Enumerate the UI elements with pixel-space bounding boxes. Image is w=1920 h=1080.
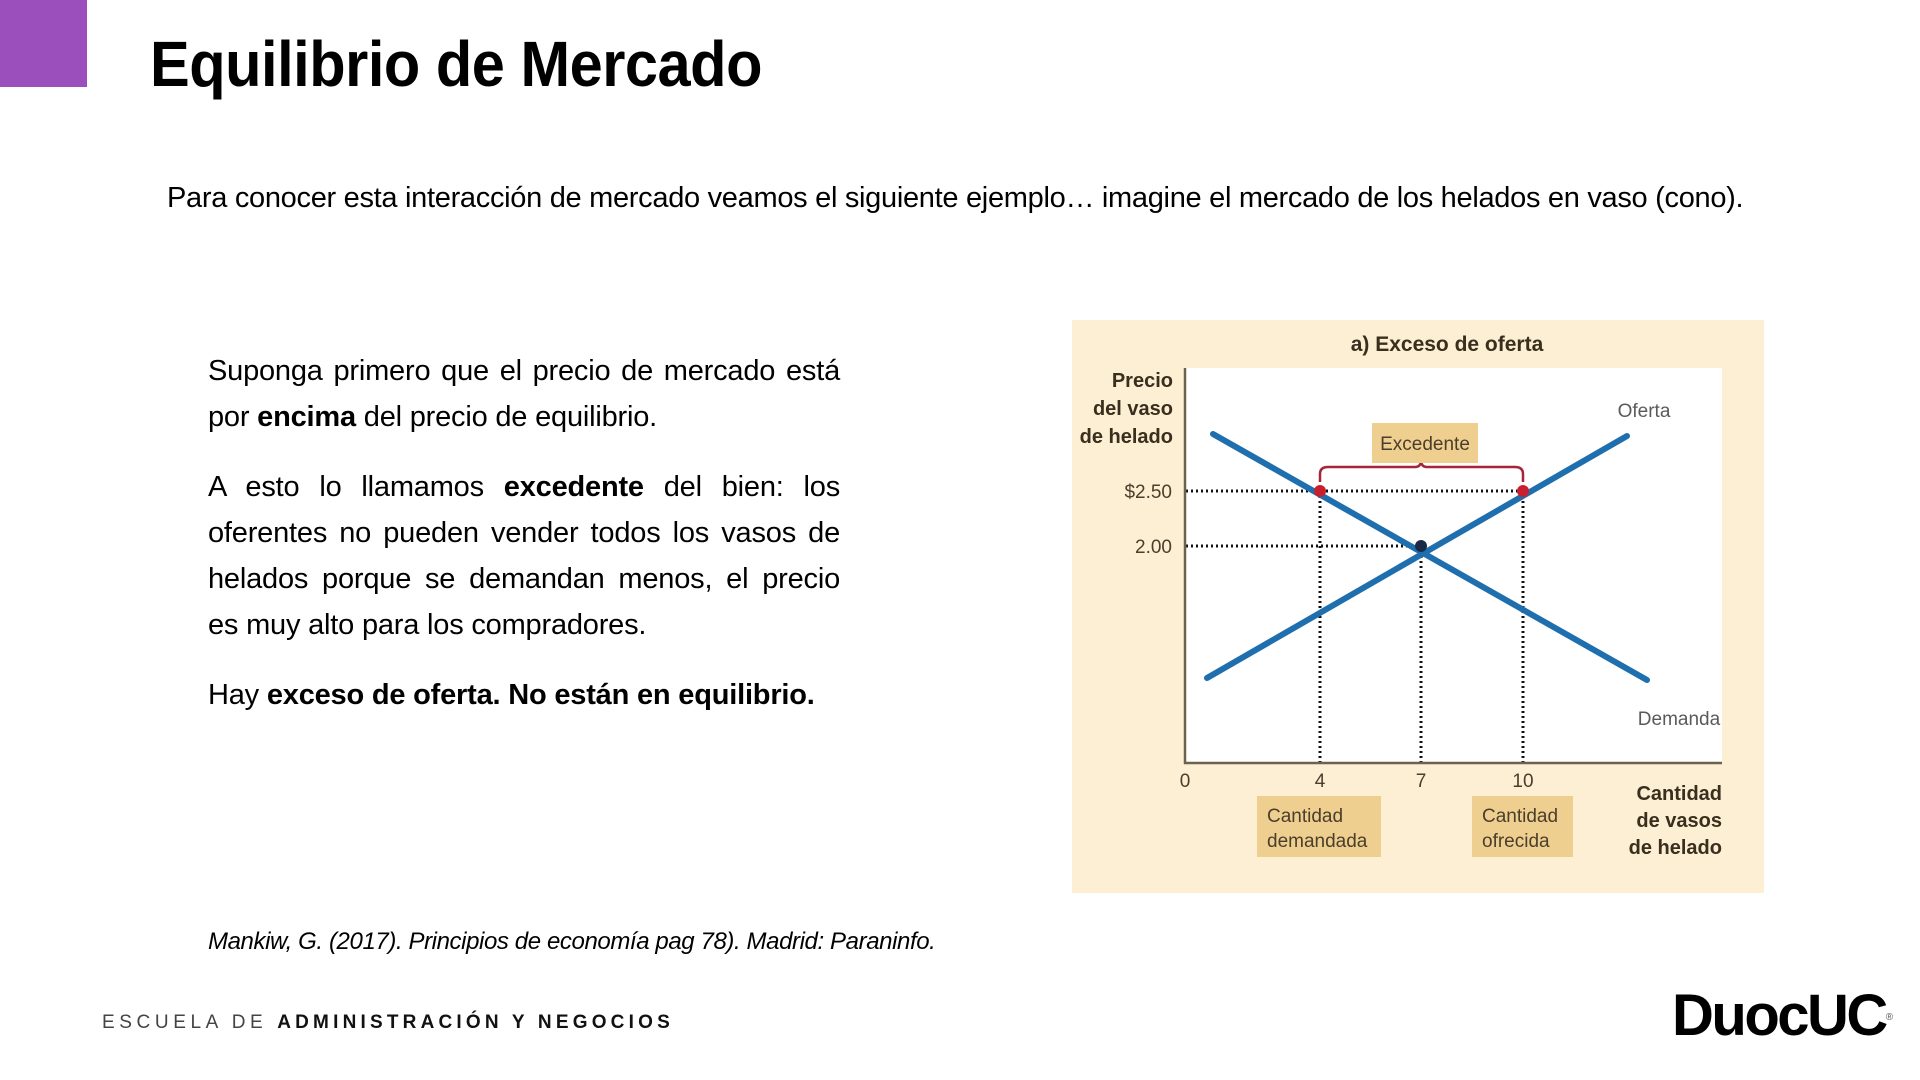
quantity-supplied-point — [1517, 485, 1529, 497]
quantity-supplied-label-line1: Cantidad — [1482, 806, 1559, 827]
emphasis-excedente: excedente — [503, 471, 644, 503]
svg-text:Cantidad: Cantidad — [1636, 783, 1722, 805]
chart-title: a) Exceso de oferta — [1350, 333, 1544, 356]
quantity-demanded-label-line1: Cantidad — [1267, 806, 1344, 827]
intro-text: Para conocer esta interacción de mercado veamos el siguiente ejemplo… imagine el mercado de los helados en vaso (cono). — [167, 182, 1744, 214]
svg-text:Precio: Precio — [1111, 370, 1173, 392]
duoc-uc-logo: DuocUC® — [1672, 983, 1894, 1048]
registered-mark: ® — [1885, 1012, 1894, 1023]
x-tick-10: 10 — [1512, 771, 1534, 792]
x-tick-0: 0 — [1179, 771, 1191, 792]
y-tick-2.00: 2.00 — [1135, 537, 1172, 558]
emphasis-exceso-oferta: exceso de oferta. No están en equilibrio. — [266, 679, 815, 711]
equilibrium-point — [1415, 540, 1427, 552]
y-axis-label — [1080, 370, 1173, 448]
slide-title: Equilibrio de Mercado — [150, 28, 762, 100]
accent-square — [0, 0, 87, 87]
emphasis-encima: encima — [257, 401, 356, 433]
demand-label: Demanda — [1637, 709, 1721, 730]
quantity-demanded-label-line2: demandada — [1267, 831, 1368, 852]
svg-text:de vasos: de vasos — [1636, 810, 1722, 832]
supply-demand-chart — [1072, 320, 1764, 893]
paragraph-surplus: A esto lo llamamos excedente del bien: los oferentes no pueden vender todos los vasos de helados porque se demandan menos, el precio es muy alto para los compradores. — [208, 471, 840, 641]
supply-label: Oferta — [1617, 401, 1671, 422]
svg-text:de helado: de helado — [1079, 426, 1173, 448]
x-tick-7: 7 — [1415, 771, 1427, 792]
quantity-supplied-label-line2: ofrecida — [1482, 831, 1550, 852]
chart-canvas — [1072, 320, 1764, 893]
paragraph-conclusion: Hay exceso de oferta. No están en equilibrio. — [208, 679, 815, 711]
surplus-label: Excedente — [1380, 434, 1470, 455]
x-tick-4: 4 — [1314, 771, 1326, 792]
paragraph-price-above: Suponga primero que el precio de mercado está por encima del precio de equilibrio. — [208, 355, 840, 433]
explanation-text — [208, 348, 840, 742]
x-axis-label — [1629, 783, 1722, 859]
quantity-demanded-point — [1314, 485, 1326, 497]
svg-text:del vaso: del vaso — [1092, 398, 1173, 420]
y-tick-2.50: $2.50 — [1124, 482, 1172, 503]
citation: Mankiw, G. (2017). Principios de economía pag 78). Madrid: Paraninfo. — [208, 928, 936, 955]
svg-text:de helado: de helado — [1628, 837, 1722, 859]
school-name: ESCUELA DE ADMINISTRACIÓN Y NEGOCIOS — [102, 1012, 674, 1033]
